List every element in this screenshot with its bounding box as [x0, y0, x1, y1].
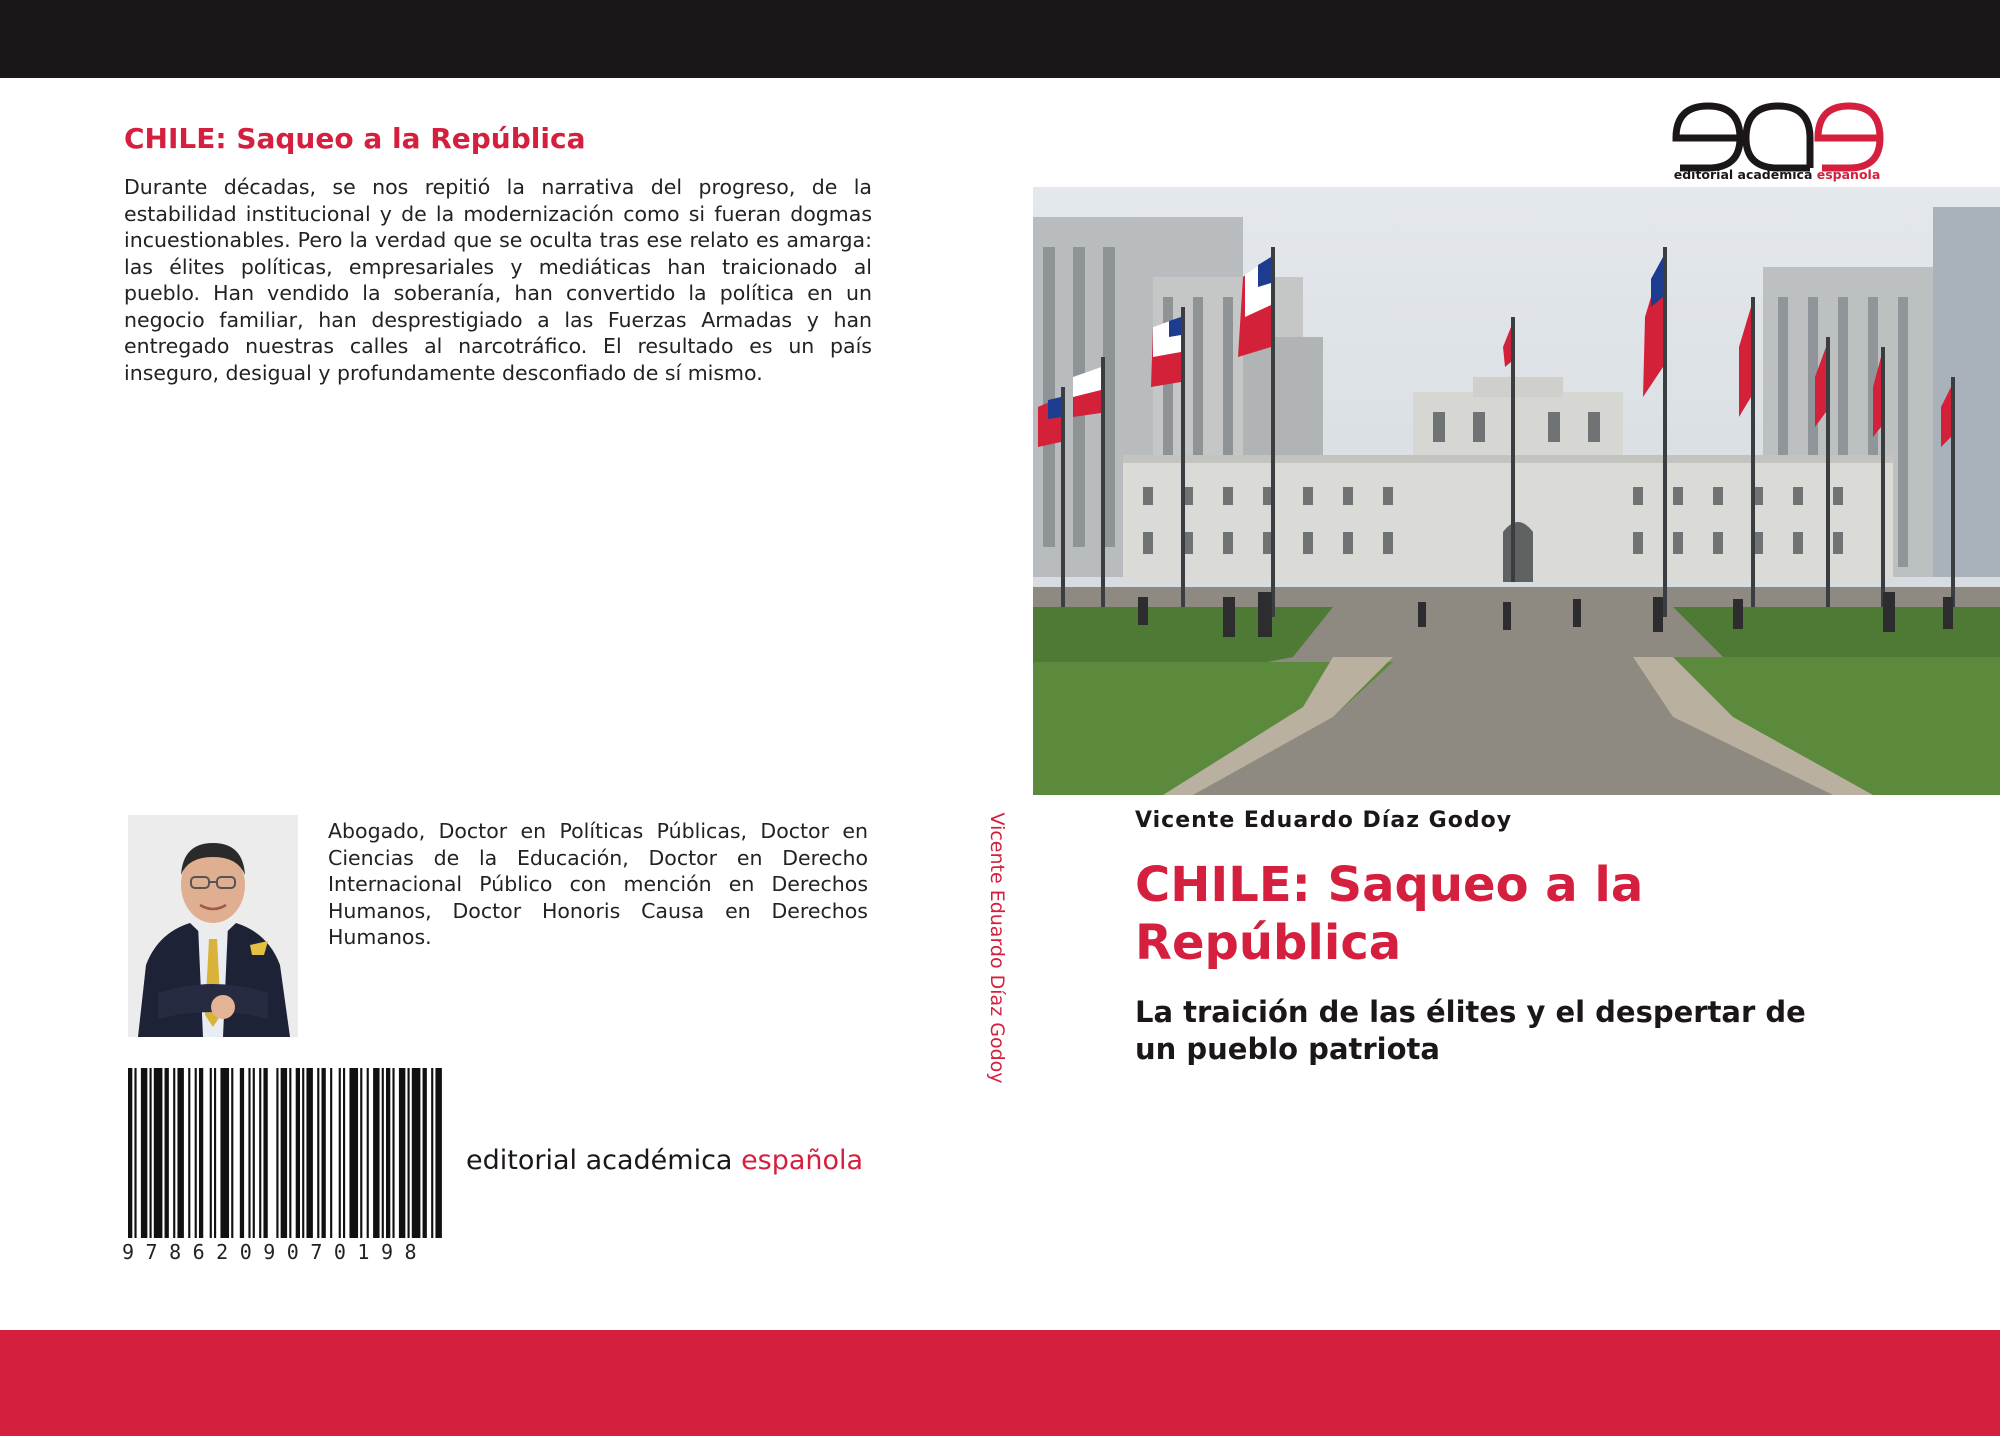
barcode-bar	[276, 1068, 278, 1238]
barcode-bar	[281, 1068, 287, 1238]
barcode-bar	[141, 1068, 147, 1238]
barcode-bar	[360, 1068, 362, 1238]
front-cover-author: Vicente Eduardo Díaz Godoy	[1135, 808, 1513, 833]
barcode-bar	[165, 1068, 169, 1238]
barcode-bar	[248, 1068, 250, 1238]
barcode-bar	[435, 1068, 441, 1238]
barcode-bar	[177, 1068, 183, 1238]
barcode-bar	[392, 1068, 394, 1238]
barcode-bar	[128, 1068, 132, 1238]
barcode-bar	[399, 1068, 405, 1238]
isbn-digits: 9786209070198	[122, 1240, 429, 1264]
barcode-bar	[423, 1068, 427, 1238]
barcode-bar	[306, 1068, 312, 1238]
barcode-bar	[296, 1068, 300, 1238]
barcode-bar	[220, 1068, 229, 1238]
barcode-bar	[173, 1068, 175, 1238]
isbn-barcode	[126, 1068, 448, 1264]
barcode-bar	[134, 1068, 136, 1238]
publisher-name-accent: española	[741, 1145, 864, 1176]
author-photo	[128, 815, 298, 1037]
barcode-bar	[382, 1068, 384, 1238]
back-publisher-name	[466, 1145, 863, 1176]
barcode-bar	[349, 1068, 358, 1238]
barcode-bar	[373, 1068, 379, 1238]
barcode-bar	[259, 1068, 261, 1238]
barcode-bar	[322, 1068, 326, 1238]
barcode-bar	[188, 1068, 190, 1238]
barcode-bar	[199, 1068, 203, 1238]
top-black-band	[0, 0, 2000, 78]
barcode-bar	[386, 1068, 390, 1238]
barcode-bar	[231, 1068, 233, 1238]
barcode-bar	[263, 1068, 267, 1238]
bottom-red-band	[0, 1330, 2000, 1436]
spine-author: Vicente Eduardo Díaz Godoy	[986, 812, 1008, 1084]
barcode-bar	[431, 1068, 433, 1238]
back-cover-title: CHILE: Saqueo a la República	[124, 122, 586, 155]
front-cover-subtitle: La traición de las élites y el despertar de un pueblo patriota	[1135, 995, 1806, 1066]
barcode-bar	[195, 1068, 197, 1238]
barcode-bar	[330, 1068, 332, 1238]
barcode-bar	[367, 1068, 369, 1238]
author-bio: Abogado, Doctor en Políticas Públicas, Doctor en Ciencias de la Educación, Doctor en Derecho Internacional Público con mención en Derechos Humanos, Doctor Honoris Causa en Derechos Humanos.	[328, 819, 868, 949]
barcode-bar	[150, 1068, 152, 1238]
cover-photo-la-moneda	[1033, 187, 2000, 795]
back-cover-synopsis: Durante décadas, se nos repitió la narrativa del progreso, de la estabilidad institucional y de la modernización como si fueran dogmas incuestionables. Pero la verdad que se oculta tras ese relato es amarga: las élites políticas, empresariales y mediáticas han traicionado al pueblo. Han vendido la soberanía, han convertido la política en un negocio familiar, han desprestigiado a las Fuerzas Armadas y han entregado nuestras calles al narcotráfico. El resultado es un país inseguro, desigual y profundamente desconfiado de sí mismo.	[124, 175, 872, 385]
logo-caption	[1668, 167, 1886, 182]
logo-caption-accent: española	[1816, 167, 1881, 182]
barcode-bar	[214, 1068, 216, 1238]
barcode-bar	[343, 1068, 345, 1238]
barcode-bar	[253, 1068, 255, 1238]
barcode-bar	[289, 1068, 291, 1238]
barcode-bar	[240, 1068, 244, 1238]
barcode-bar	[408, 1068, 410, 1238]
front-cover-title: CHILE: Saqueo a la República	[1135, 857, 1644, 971]
barcode-bar	[317, 1068, 319, 1238]
logo-caption-main: editorial académica	[1673, 167, 1817, 182]
barcode-bar	[302, 1068, 304, 1238]
barcode-bar	[210, 1068, 212, 1238]
barcode-bar	[339, 1068, 341, 1238]
barcode-bar	[412, 1068, 421, 1238]
publisher-name-main: editorial académica	[466, 1145, 742, 1176]
barcode-bar	[154, 1068, 163, 1238]
